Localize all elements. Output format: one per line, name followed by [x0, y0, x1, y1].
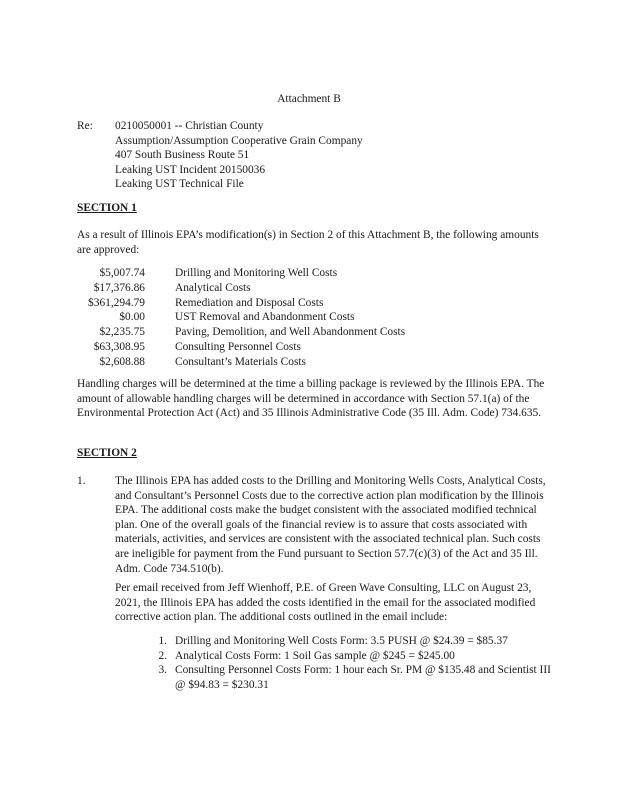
- amount-value: $5,007.74: [99, 267, 145, 279]
- approved-amounts-list: [77, 266, 405, 370]
- amount-description: Consultant’s Materials Costs: [175, 355, 306, 368]
- amount-description: Remediation and Disposal Costs: [175, 296, 324, 309]
- amount-description: Drilling and Monitoring Well Costs: [175, 267, 338, 279]
- list-item-text: Drilling and Monitoring Well Costs Form: 3.5 PUSH @ $24.39 = $85.37: [175, 635, 508, 647]
- handling-charges-paragraph: Handling charges will be determined at the time a billing package is reviewed by the Illinois EPA. The amount of allowable handling charges will be determined in accordance with Section 57.1(a) of the Environmental Protection Act (Act) and 35 Illinois Administrative Code (35 Ill. Adm. Code) 734.635.: [77, 378, 545, 420]
- section-2-heading: SECTION 2: [77, 447, 137, 459]
- amount-row: [77, 340, 405, 355]
- re-line: Leaking UST Technical File: [115, 178, 244, 191]
- amount-row: [77, 266, 405, 281]
- re-label: Re:: [77, 120, 93, 132]
- amount-row: [77, 310, 405, 325]
- amount-value: $361,294.79: [88, 296, 145, 309]
- amount-description: Consulting Personnel Costs: [175, 340, 301, 353]
- section-1-heading: SECTION 1: [77, 202, 137, 214]
- re-line: Assumption/Assumption Cooperative Grain Company: [115, 134, 363, 147]
- amount-row: [77, 281, 405, 296]
- section-1-intro: As a result of Illinois EPA’s modification(s) in Section 2 of this Attachment B, the following amounts are approved:: [77, 229, 539, 256]
- amount-description: Analytical Costs: [175, 281, 251, 294]
- email-paragraph: Per email received from Jeff Wienhoff, P.E. of Green Wave Consulting, LLC on August 23, 2021, the Illinois EPA has added the costs identified in the email for the associated modified corrective action plan. The additional costs outlined in the email include:: [115, 582, 536, 624]
- amount-value: $63,308.95: [93, 340, 145, 353]
- list-item-number: 1.: [158, 635, 167, 647]
- additional-costs-list: [135, 634, 555, 692]
- list-item-number: 2.: [158, 649, 167, 662]
- amount-value: $2,608.88: [99, 355, 145, 368]
- attachment-title: Attachment B: [277, 93, 341, 105]
- re-line: 0210050001 -- Christian County: [115, 120, 264, 132]
- item-1-text: The Illinois EPA has added costs to the Drilling and Monitoring Wells Costs, Analytical Costs, and Consultant’s Personnel Costs due to the corrective action plan modification by the Illinois EPA. The additional costs make the budget consistent with the associated modified technical plan. One of the overall goals of the financial review is to assure that costs associated with materials, activities, and services are consistent with the associated technical plan. Such costs are ineligible for payment from the Fund pursuant to Section 57.7(c)(3) of the Act and 35 Ill. Adm. Code 734.510(b).: [115, 475, 546, 575]
- amount-value: $17,376.86: [93, 281, 145, 294]
- list-item: [135, 663, 555, 692]
- amount-row: [77, 355, 405, 370]
- list-item-text: Analytical Costs Form: 1 Soil Gas sample @ $245 = $245.00: [175, 649, 455, 662]
- re-block: [115, 119, 363, 192]
- list-item: [135, 649, 555, 664]
- amount-description: UST Removal and Abandonment Costs: [175, 311, 355, 324]
- list-item-text: Consulting Personnel Costs Form: 1 hour each Sr. PM @ $135.48 and Scientist III @ $94.83 = $230.31: [175, 664, 551, 691]
- re-line: 407 South Business Route 51: [115, 149, 250, 162]
- item-number: 1.: [77, 475, 86, 487]
- amount-value: $2,235.75: [99, 326, 145, 339]
- list-item-number: 3.: [158, 664, 167, 677]
- amount-value: $0.00: [119, 311, 145, 324]
- amount-row: [77, 296, 405, 311]
- list-item: [135, 634, 555, 649]
- re-line: Leaking UST Incident 20150036: [115, 163, 266, 176]
- amount-row: [77, 325, 405, 340]
- amount-description: Paving, Demolition, and Well Abandonment Costs: [175, 326, 406, 339]
